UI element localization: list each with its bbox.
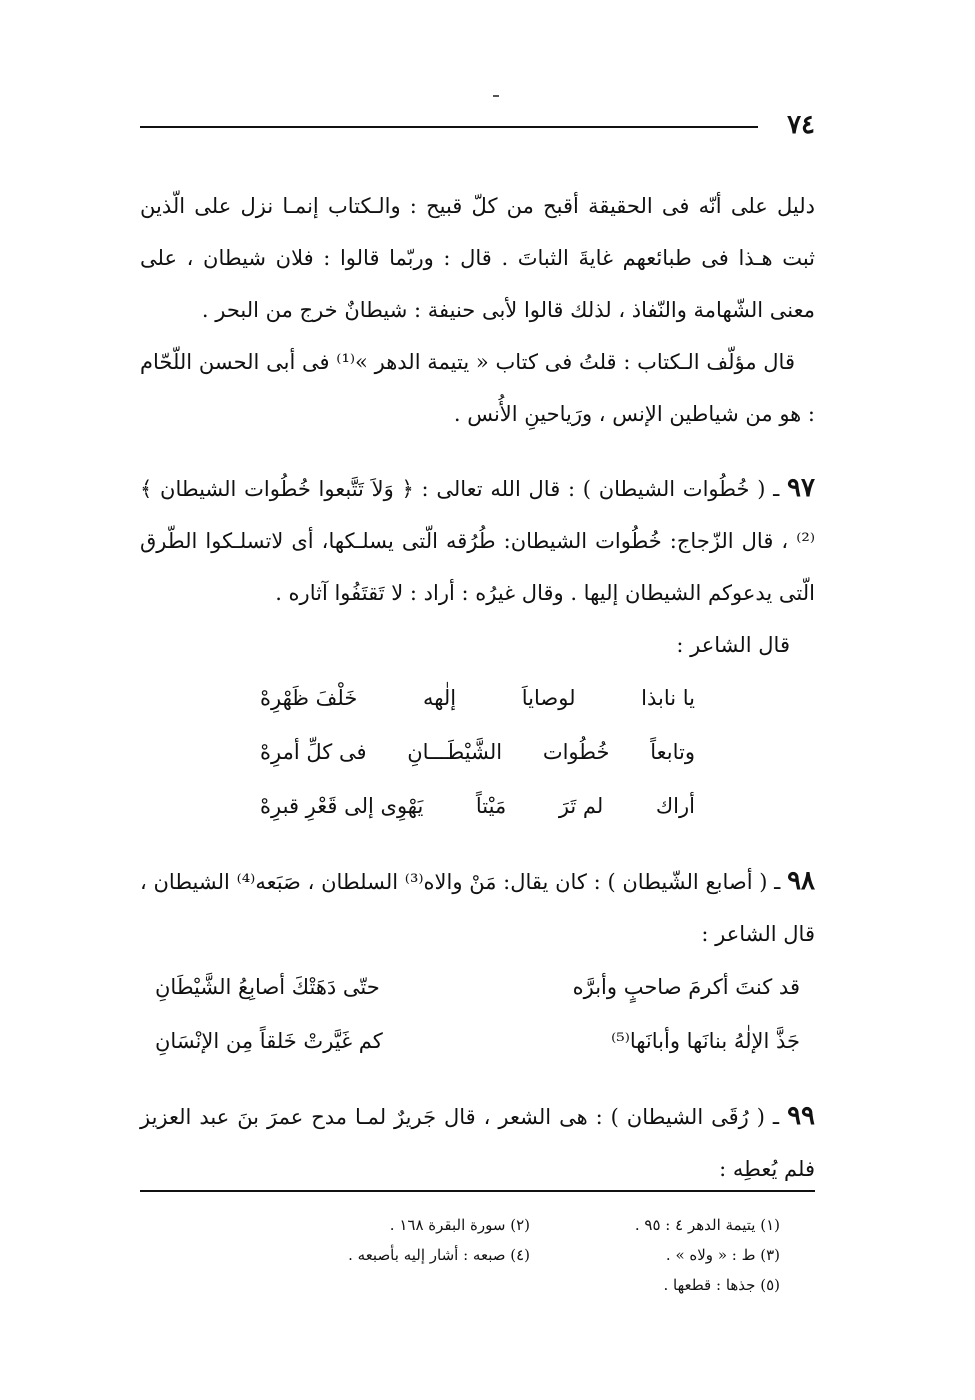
verse-hemistich: حتّى دَهَتْكَ أصابِعُ الشَّيْطَانِ	[155, 975, 380, 999]
footnote-row	[140, 1240, 815, 1270]
page-header	[140, 95, 815, 165]
verse-line	[155, 960, 800, 1014]
entry-98	[140, 855, 815, 960]
verse-word: إلٰهه	[422, 686, 457, 710]
footnotes	[140, 1190, 815, 1300]
footnote: (٢) سورة البقرة ١٦٨ .	[389, 1216, 530, 1234]
verse-block-97	[140, 671, 815, 833]
footnote: (٣) ط : « ولاه » .	[665, 1246, 780, 1264]
verse-word: أراك	[655, 794, 695, 818]
verse-line	[155, 1014, 800, 1068]
verse-hemistich: جَذَّ الإلٰهُ بنانَها وأبانَها⁽⁵⁾	[611, 1029, 800, 1053]
verse-hemistich: كم غَيَّرتْ خَلقاً مِن الإنْسَانِ	[155, 1029, 383, 1053]
verse-word: فى كلِّ أمرِهْ	[260, 740, 367, 764]
header-rule	[140, 126, 758, 128]
entry-98-text: ـ ( أصابع الشّيطان ) : كان يقال: مَنْ والاه⁽³⁾ السلطان ، صَبَعه⁽⁴⁾ الشيطان ، قال الشاعر :	[140, 870, 815, 946]
entry-97	[140, 462, 815, 619]
paragraph-1: دليل على أنّه فى الحقيقة أقبح من كلّ قبيح : والـكتاب إنمـا نزل على الّذين ثبت هـذا فى طبائعهم غايةَ الثباتَ . قال : وربّما قالوا : فلان شيطان ، على معنى الشّهامة والنّفاذ ، لذلك قالوا لأبى حنيفة : شيطانٌ خرج من البحر .	[140, 194, 815, 322]
verse-word: لم تَرَ	[558, 794, 604, 818]
verse-line	[260, 725, 695, 779]
verse-word: وتابعاً	[650, 740, 695, 764]
verse-block-98	[140, 960, 815, 1068]
verse-word: يا نابذا	[641, 686, 695, 710]
verse-word: خُطُوات	[542, 740, 610, 764]
entry-99	[140, 1090, 815, 1195]
entry-99-text: ـ ( رُقَى الشيطان ) : هى الشعر ، قال جَريرٌ لمـا مدح عمرَ بنَ عبد العزيز فلم يُعطِه :	[140, 1105, 815, 1181]
main-text	[140, 180, 815, 1195]
verse-word: خَلْفَ ظَهْرِهْ	[260, 686, 358, 710]
footnote-row	[140, 1210, 815, 1240]
verse-line	[260, 671, 695, 725]
verse-word: الشَّيْطَـــانِ	[407, 740, 503, 764]
paragraph-2: قال مؤلّف الـكتاب : قلتُ فى كتاب « يتيمة الدهر »⁽¹⁾ فى أبى الحسن اللّحّام : هو من شياطين الإنس ، ورَياحينِ الأُنس .	[140, 350, 815, 426]
verse-hemistich: قد كنتَ أكرمَ صاحبٍ وأبرَّه	[572, 975, 800, 999]
verse-word: يَهْوِى إلى قَعْرِ قبرِهْ	[260, 794, 424, 818]
verse-word: لوصاياَ	[521, 686, 576, 710]
page-number: ٧٤	[787, 110, 815, 140]
verse-word: مَيْتاً	[475, 794, 507, 818]
entry-97-text: ـ ( خُطُوات الشيطان ) : قال الله تعالى : ﴿ وَلاَ تَتَّبعوا خُطُوات الشيطان ﴾⁽²⁾ ، قال الزّجاج: خُطُوات الشيطان: طُرُقه الّتى يسلـكها، أى لاتسلـكوا الطّرق الّتى يدعوكم الشيطان إليها . وقال غيرُه : أراد : لا تَقتَفُوا آثاره .	[140, 477, 815, 605]
entry-number-98: ٩٨	[787, 866, 815, 896]
verse-intro-97: قال الشاعر :	[676, 633, 790, 657]
footnote-row	[140, 1270, 815, 1300]
entry-number-97: ٩٧	[787, 473, 815, 503]
footnote: (٥) جذها : قطعها .	[663, 1276, 780, 1294]
verse-line	[260, 779, 695, 833]
footnote: (١) يتيمة الدهر ٤ : ٩٥ .	[634, 1216, 780, 1234]
entry-number-99: ٩٩	[787, 1101, 815, 1131]
footnote: (٤) صبعه : أشار إليه بأصبعه .	[348, 1246, 530, 1264]
